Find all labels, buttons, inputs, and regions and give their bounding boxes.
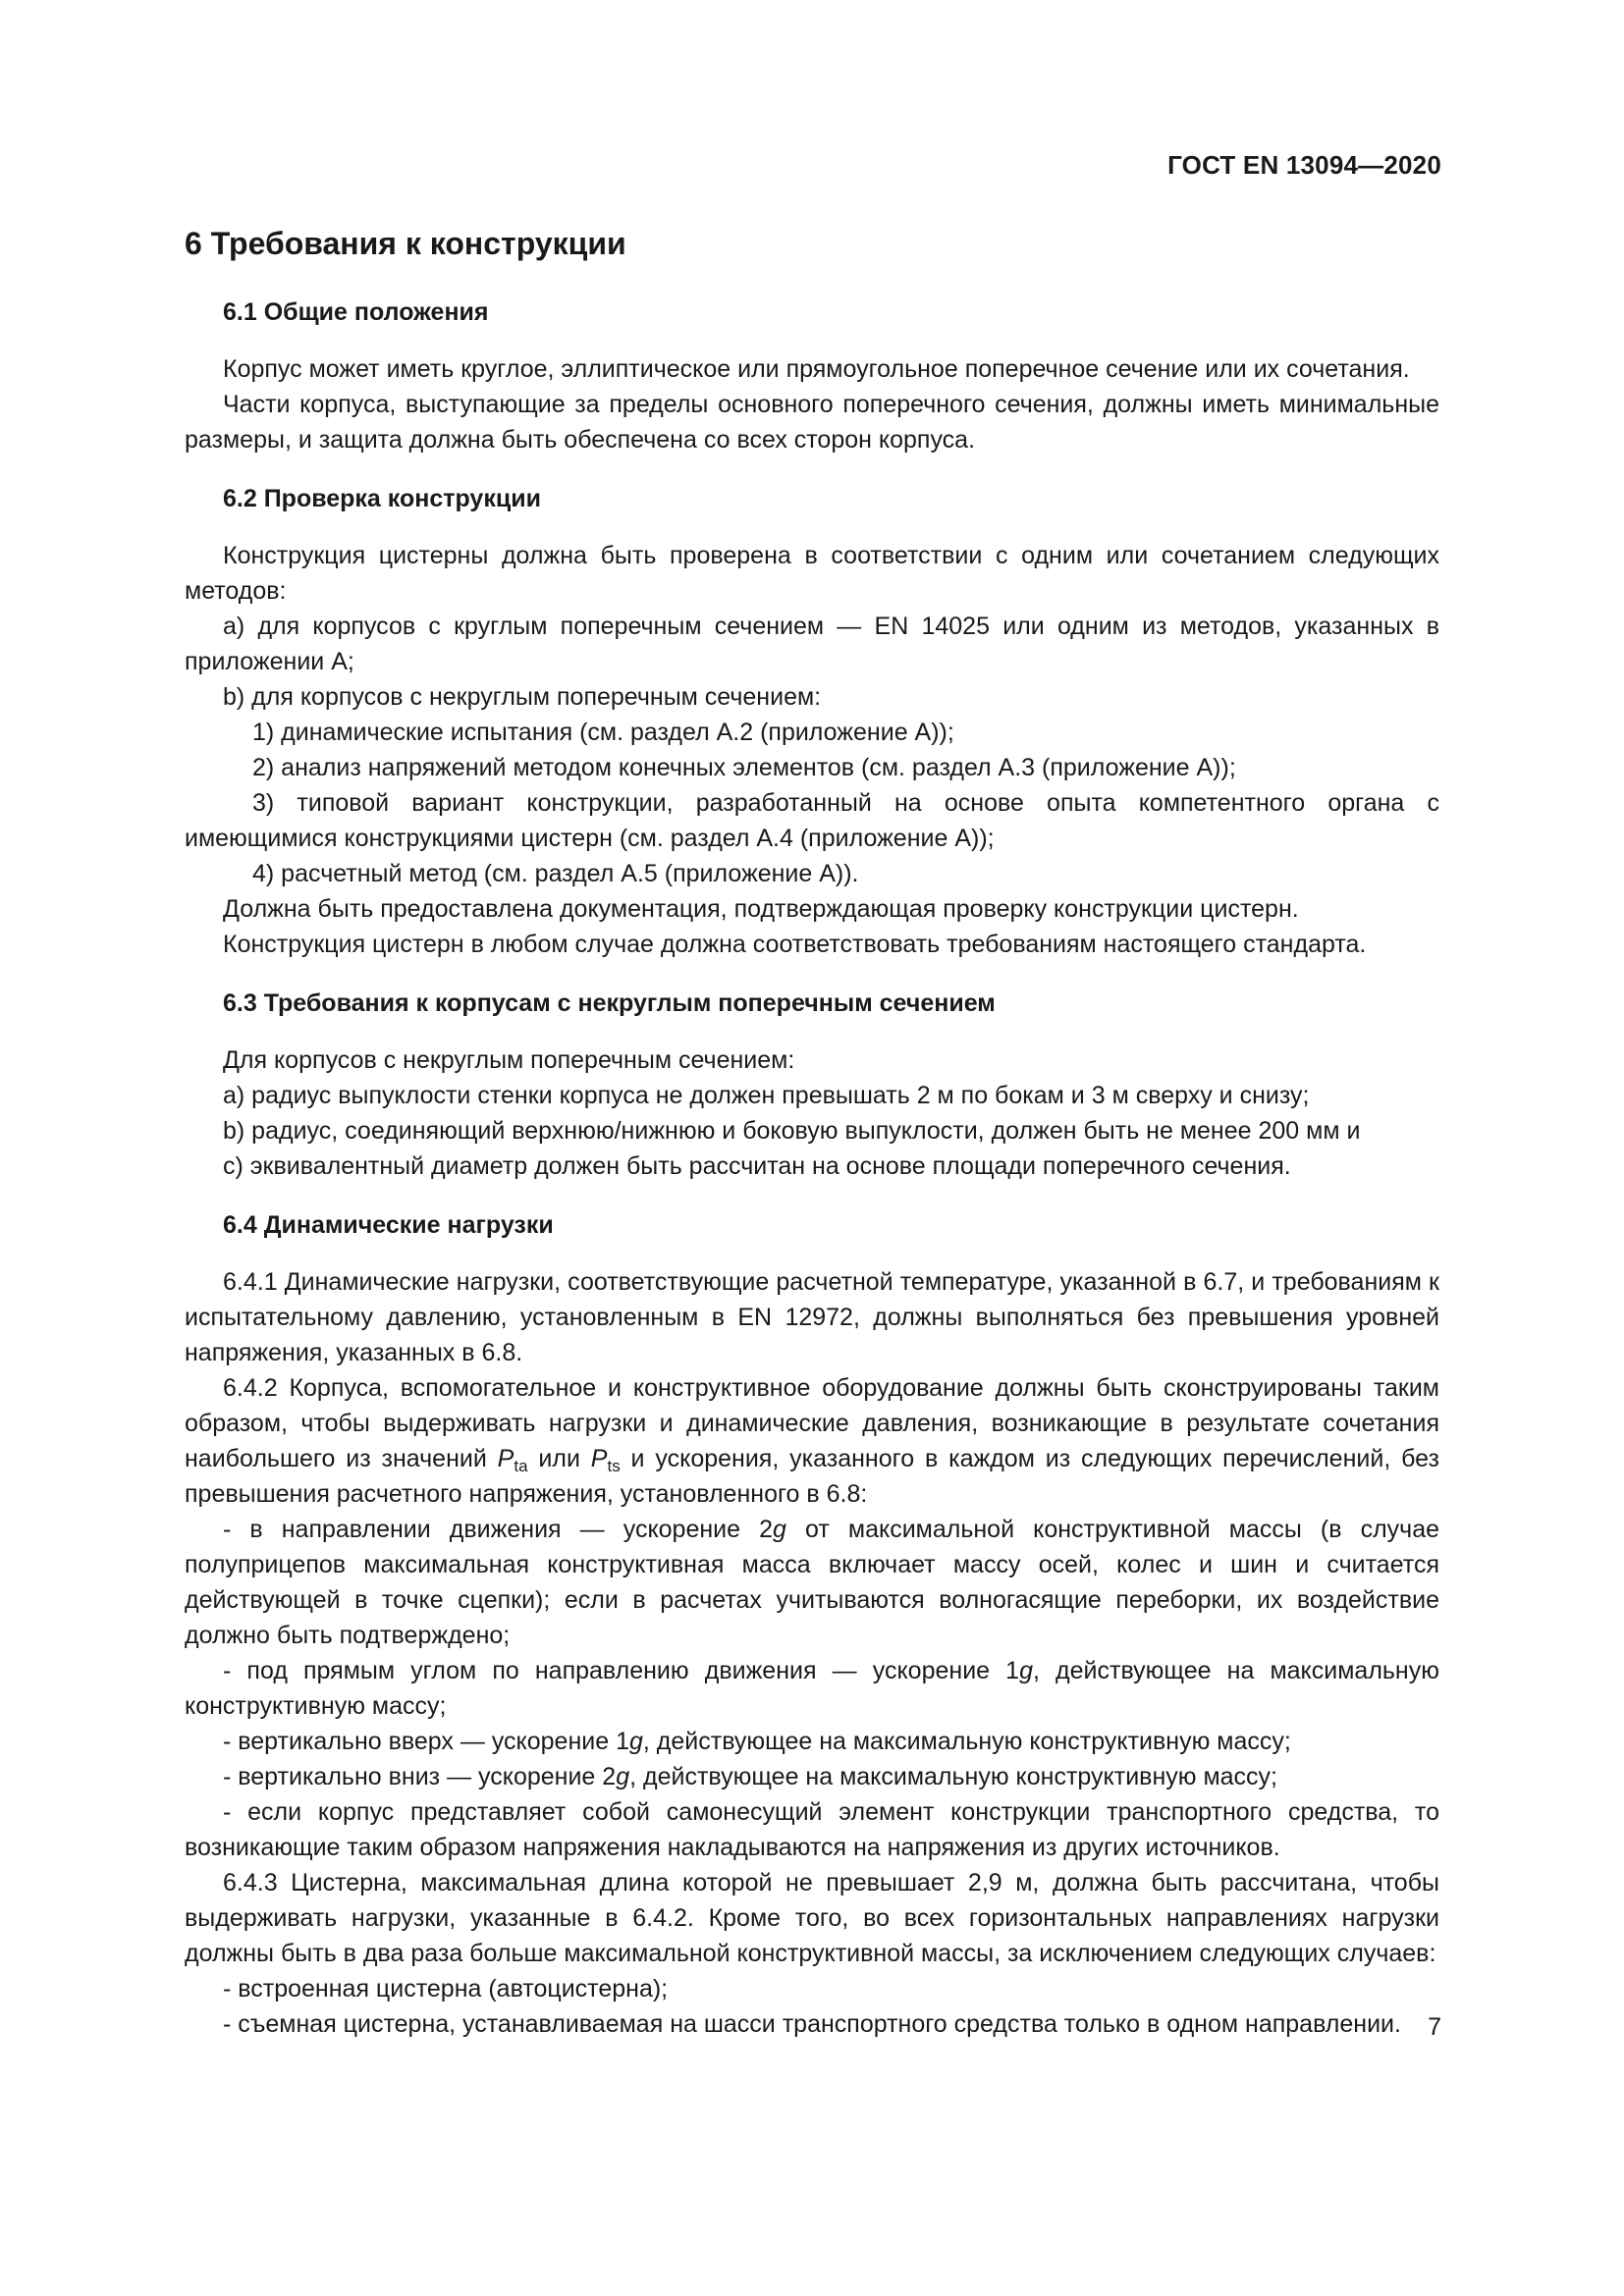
section-title: 6 Требования к конструкции [185, 226, 626, 261]
subsection-heading: 6.4 Динамические нагрузки [223, 1211, 554, 1239]
paragraph: Корпус может иметь круглое, эллиптическое или прямоугольное поперечное сечение или их сочетания. [223, 355, 1410, 383]
dash-item: - съемная цистерна, устанавливаемая на шасси транспортного средства только в одном направлении. [223, 2010, 1401, 2038]
paragraph: Конструкция цистерн в любом случае должна соответствовать требованиям настоящего стандарта. [223, 931, 1367, 958]
list-item: b) для корпусов с некруглым поперечным сечением: [223, 683, 822, 711]
subsection-heading: 6.2 Проверка конструкции [223, 485, 541, 512]
page-content [185, 222, 1439, 2042]
sub-list-item: 1) динамические испытания (см. раздел А.2 (приложение А)); [252, 719, 954, 746]
running-title: ГОСТ EN 13094—2020 [1167, 150, 1441, 180]
subsection-6-4 [185, 1207, 1439, 2042]
paragraph-6-4-3: 6.4.3 Цистерна, максимальная длина которой не превышает 2,9 м, должна быть рассчитана, чтобы выдерживать нагрузки, указанные в 6.4.2. Кроме того, во всех горизонтальных направлениях нагрузки должны быть в два раза больше максимальной конструктивной массы, за исключением следующих случаев: [185, 1869, 1439, 1967]
paragraph-6-4-1: 6.4.1 Динамические нагрузки, соответствующие расчетной температуре, указанной в 6.7, и требованиям к испытательному давлению, установленным в EN 12972, должны выполняться без превышения уровней напряжения, указанных в 6.8. [185, 1268, 1439, 1366]
dash-item: - вертикально вверх — ускорение 1g, действующее на максимальную конструктивную массу; [223, 1728, 1291, 1755]
list-item: c) эквивалентный диаметр должен быть рассчитан на основе площади поперечного сечения. [223, 1152, 1291, 1180]
paragraph: Части корпуса, выступающие за пределы основного поперечного сечения, должны иметь минимальные размеры, и защита должна быть обеспечена со всех сторон корпуса. [185, 391, 1439, 454]
dash-item: - в направлении движения — ускорение 2g от максимальной конструктивной массы (в случае полуприцепов максимальная конструктивная масса включает массу осей, колес и шин и считается действующей в точке сцепки); если в расчетах учитываются волногасящие переборки, их воздействие должно быть подтверждено; [185, 1516, 1439, 1649]
paragraph: Должна быть предоставлена документация, подтверждающая проверку конструкции цистерн. [223, 895, 1299, 923]
dash-item: - вертикально вниз — ускорение 2g, действующее на максимальную конструктивную массу; [223, 1763, 1278, 1790]
list-item: a) для корпусов с круглым поперечным сечением — EN 14025 или одним из методов, указанных в приложении А; [185, 613, 1439, 675]
dash-item: - встроенная цистерна (автоцистерна); [223, 1975, 669, 2002]
dash-item: - если корпус представляет собой самонесущий элемент конструкции транспортного средства, то возникающие таким образом напряжения накладываются на напряжения из других источников. [185, 1798, 1439, 1861]
subsection-heading: 6.1 Общие положения [223, 298, 489, 326]
page-number: 7 [1428, 2013, 1441, 2041]
sub-list-item: 4) расчетный метод (см. раздел А.5 (приложение А)). [252, 860, 859, 887]
sub-list-item: 2) анализ напряжений методом конечных элементов (см. раздел А.3 (приложение А)); [252, 754, 1236, 781]
paragraph: Конструкция цистерны должна быть проверена в соответствии с одним или сочетанием следующих методов: [185, 542, 1439, 605]
list-item: b) радиус, соединяющий верхнюю/нижнюю и боковую выпуклости, должен быть не менее 200 мм и [223, 1117, 1361, 1145]
paragraph: Для корпусов с некруглым поперечным сечением: [223, 1046, 795, 1074]
paragraph-6-4-2: 6.4.2 Корпуса, вспомогательное и конструктивное оборудование должны быть сконструированы таким образом, чтобы выдерживать нагрузки и динамические давления, возникающие в результате сочетания наибольшего из значений $P_{ta}$ или $P_{ts}$ и ускорения, указанного в каждом из следующих перечислений, без превышения расчетного напряжения, установленного в 6.8: [185, 1374, 1439, 1508]
sub-list-item: 3) типовой вариант конструкции, разработанный на основе опыта компетентного органа с имеющимися конструкциями цистерн (см. раздел А.4 (приложение А)); [185, 789, 1439, 852]
subsection-6-2 [185, 481, 1439, 962]
dash-item: - под прямым углом по направлению движения — ускорение 1g, действующее на максимальную конструктивную массу; [185, 1657, 1439, 1720]
list-item: a) радиус выпуклости стенки корпуса не должен превышать 2 м по бокам и 3 м сверху и снизу; [223, 1082, 1310, 1109]
subsection-6-1 [185, 294, 1439, 457]
subsection-6-3 [185, 986, 1439, 1184]
subsection-heading: 6.3 Требования к корпусам с некруглым поперечным сечением [223, 989, 996, 1017]
